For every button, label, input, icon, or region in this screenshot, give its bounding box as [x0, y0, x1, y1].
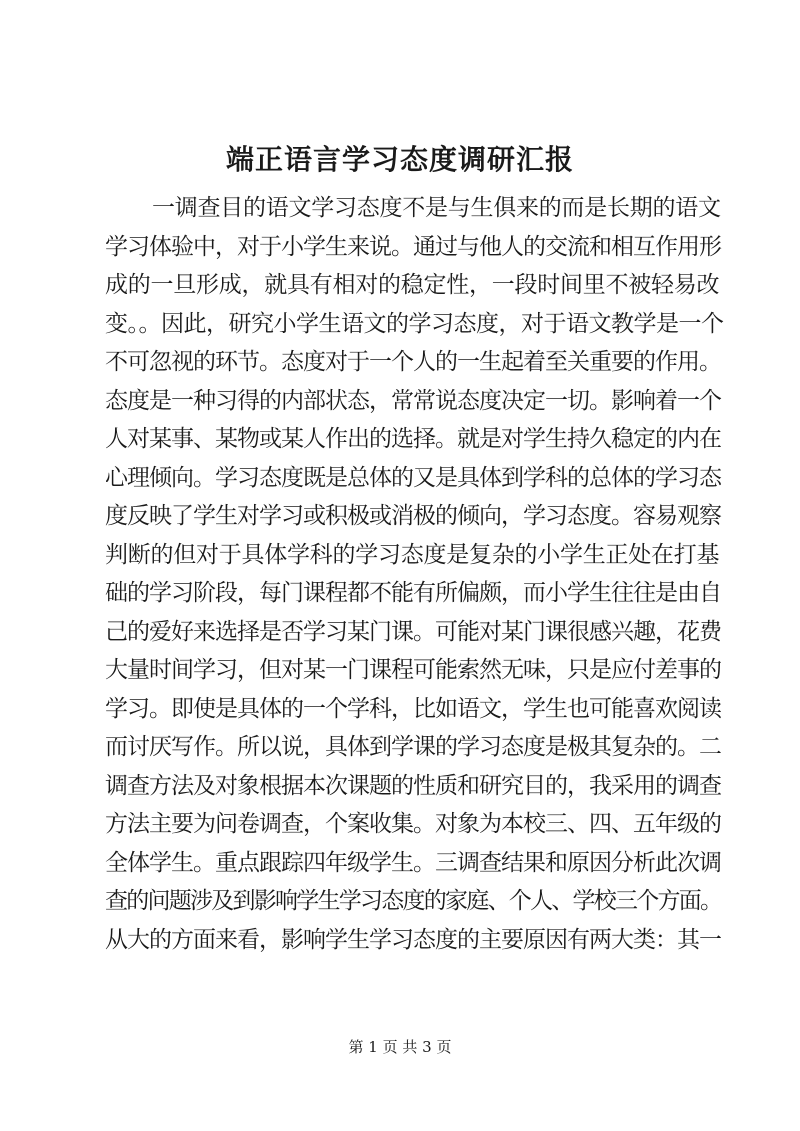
body-line: 调查方法及对象根据本次课题的性质和研究目的，我采用的调查 [105, 772, 721, 799]
body-line: 础的学习阶段，每门课程都不能有所偏颇，而小学生往往是由自 [105, 580, 721, 606]
body-line: 一调查目的语文学习态度不是与生俱来的而是长期的语文 [152, 195, 721, 221]
body-line: 全体学生。重点跟踪四年级学生。三调查结果和原因分析此次调 [105, 849, 721, 876]
body-line: 成的一旦形成，就具有相对的稳定性，一段时间里不被轻易改 [105, 272, 720, 298]
document-body [105, 189, 725, 959]
body-line: 度反映了学生对学习或积极或消极的倾向，学习态度。容易观察 [105, 503, 721, 529]
page-footer: 第 1 页 共 3 页 [348, 1038, 452, 1056]
body-line: 人对某事、某物或某人作出的选择。就是对学生持久稳定的内在 [105, 426, 721, 452]
body-line: 己的爱好来选择是否学习某门课。可能对某门课很感兴趣，花费 [105, 618, 721, 645]
body-line: 方法主要为问卷调查，个案收集。对象为本校三、四、五年级的 [105, 811, 721, 837]
body-line: 学习体验中，对于小学生来说。通过与他人的交流和相互作用形 [105, 233, 721, 260]
body-line: 查的问题涉及到影响学生学习态度的家庭、个人、学校三个方面。 [105, 888, 722, 914]
body-line: 而讨厌写作。所以说，具体到学课的学习态度是极其复杂的。二 [105, 734, 721, 760]
body-line: 判断的但对于具体学科的学习态度是复杂的小学生正处在打基 [105, 541, 720, 568]
body-line: 大量时间学习，但对某一门课程可能索然无味，只是应付差事的 [105, 657, 721, 683]
document-title: 端正语言学习态度调研汇报 [225, 143, 574, 176]
body-line: 从大的方面来看，影响学生学习态度的主要原因有两大类：其一 [105, 926, 721, 953]
body-line: 变。。因此，研究小学生语文的学习态度，对于语文教学是一个 [105, 310, 724, 337]
body-line: 心理倾向。学习态度既是总体的又是具体到学科的总体的学习态 [105, 464, 721, 491]
body-line: 不可忽视的环节。态度对于一个人的一生起着至关重要的作用。 [105, 349, 721, 375]
body-line: 态度是一种习得的内部状态，常常说态度决定一切。影响着一个 [105, 387, 721, 414]
body-line: 学习。即使是具体的一个学科，比如语文，学生也可能喜欢阅读 [105, 695, 721, 722]
